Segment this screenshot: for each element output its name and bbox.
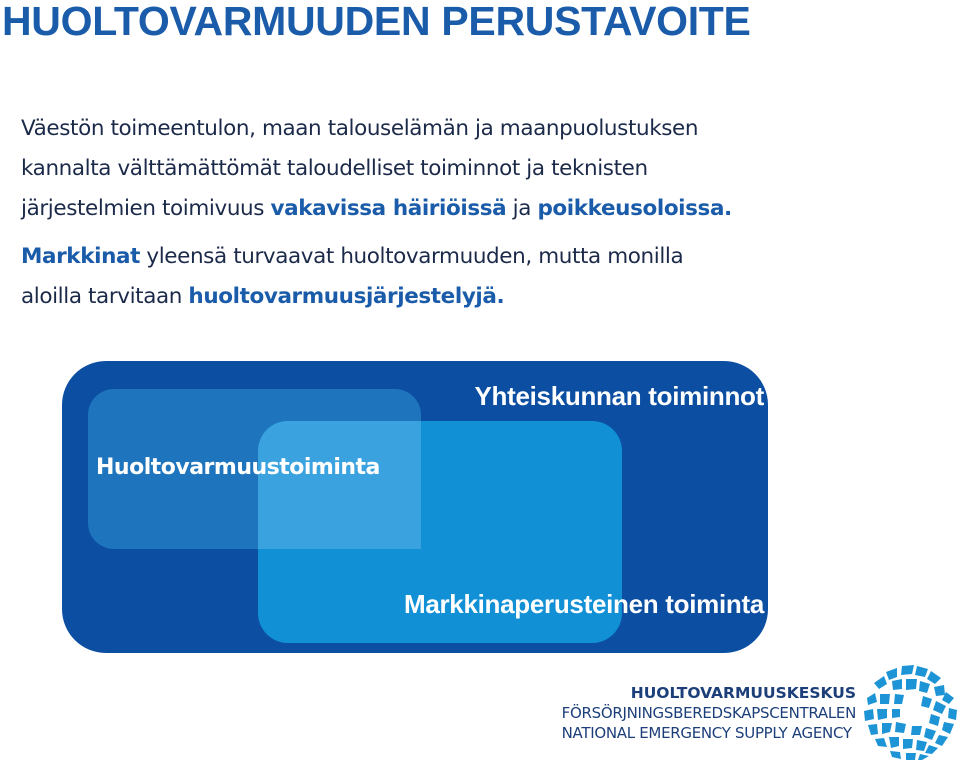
agency-logo-text xyxy=(562,683,856,743)
logo-name-finnish: HUOLTOVARMUUSKESKUS xyxy=(630,684,856,702)
mosaic-globe-icon xyxy=(862,664,958,760)
logo-name-swedish: FÖRSÖRJNINGSBEREDSKAPSCENTRALEN xyxy=(561,704,856,722)
logo-name-english: NATIONAL EMERGENCY SUPPLY AGENCY xyxy=(561,724,852,742)
highlight-supply-arrangements: huoltovarmuusjärjestelyjä. xyxy=(188,284,505,309)
market-based-label: Markkinaperusteinen toiminta xyxy=(403,589,764,619)
venn-diagram xyxy=(62,361,768,653)
intro-text-conjunction: ja xyxy=(506,196,538,221)
highlight-severe-disruptions: vakavissa häiriöissä xyxy=(270,196,507,221)
highlight-emergency-conditions: poikkeusoloissa. xyxy=(537,196,732,221)
society-functions-label: Yhteiskunnan toiminnot xyxy=(474,381,764,411)
markets-paragraph xyxy=(21,237,931,317)
intro-text-line1: Väestön toimeentulon, maan talouselämän ja maanpuolustuksen xyxy=(21,116,699,141)
intro-text-line2: kannalta välttämättömät taloudelliset toiminnot ja teknisten xyxy=(21,156,648,181)
markets-text-line2: aloilla tarvitaan xyxy=(21,284,189,309)
supply-security-label: Huoltovarmuustoiminta xyxy=(96,455,380,480)
overlap-region xyxy=(258,421,421,549)
markets-text-line1: yleensä turvaavat huoltovarmuuden, mutta monilla xyxy=(139,244,684,269)
slide-title: HUOLTOVARMUUDEN PERUSTAVOITE xyxy=(2,0,751,44)
highlight-markets: Markkinat xyxy=(21,244,140,269)
intro-paragraph xyxy=(21,109,931,229)
intro-text-line3: järjestelmien toimivuus xyxy=(21,196,271,221)
